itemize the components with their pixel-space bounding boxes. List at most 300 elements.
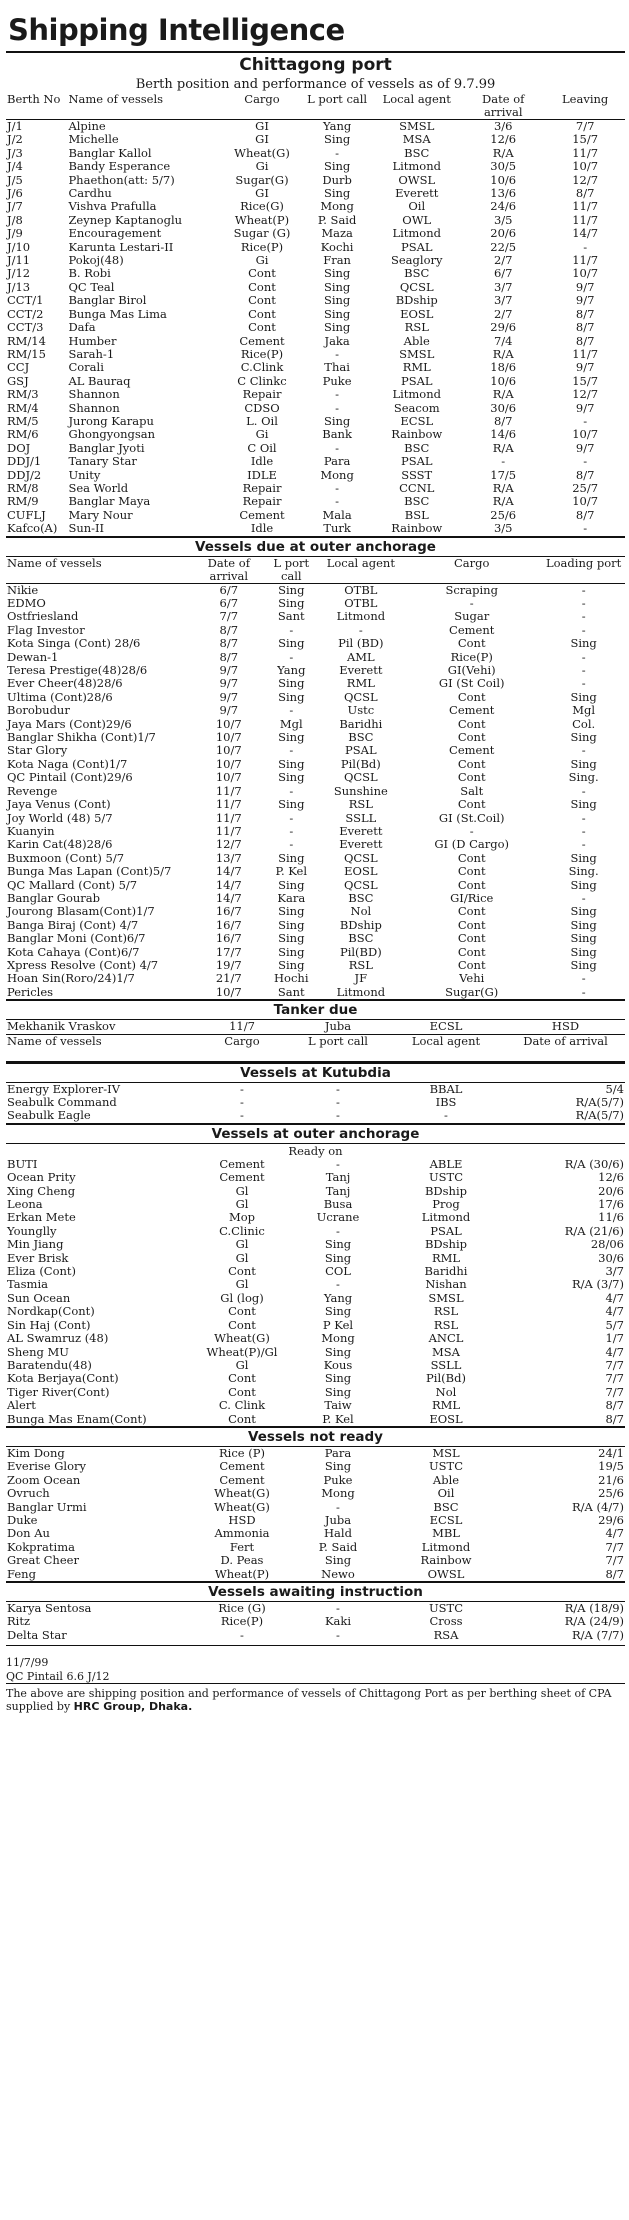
berth-row-cell: J/7 <box>7 200 23 214</box>
berth-row-cell: CCT/3 <box>7 321 44 335</box>
footer-company: HRC Group, Dhaka. <box>73 1700 193 1714</box>
berth-row-cell: J/2 <box>7 133 23 147</box>
berth-row-cell: J/11 <box>7 254 31 268</box>
berth-row-cell: Banglar Kallol <box>68 146 152 160</box>
outer-due-row-cell: 16/7 <box>215 905 242 919</box>
berth-row-cell: Rice(P) <box>240 240 284 254</box>
outer-row-cell: Gl <box>235 1278 249 1292</box>
not-ready-row-cell: Cement <box>219 1460 265 1474</box>
berth-row-cell: Cont <box>248 267 276 281</box>
berth-row-cell: Cement <box>239 508 285 522</box>
outer-row <box>6 1319 625 1332</box>
outer-row-cell: 4/7 <box>605 1345 624 1359</box>
berth-row-cell: 2/7 <box>493 307 513 321</box>
outer-due-row-cell: - <box>358 623 363 637</box>
outer-due-row-cell: 6/7 <box>219 597 239 610</box>
berth-row-cell: 15/7 <box>572 374 599 388</box>
outer-due-row-cell: Sing. <box>568 771 599 785</box>
berth-row-cell: R/A <box>492 388 514 402</box>
outer-due-row-cell: Dewan-1 <box>7 650 59 664</box>
kutubdia-row-cell: - <box>444 1109 448 1123</box>
outer-due-row-cell: Sing <box>278 945 305 959</box>
outer-row-cell: Cont <box>228 1318 256 1332</box>
outer-row-cell: Busa <box>323 1198 353 1212</box>
outer-due-row-cell: 8/7 <box>219 650 239 664</box>
not-ready-row <box>6 1447 625 1460</box>
berth-row-cell: Phaethon(att: 5/7) <box>68 173 175 187</box>
berth-row-cell: 10/7 <box>572 267 599 281</box>
lower-columns-header <box>6 1034 625 1062</box>
berth-row-cell: 9/7 <box>575 294 595 308</box>
outer-due-row-cell: OTBL <box>344 583 378 597</box>
outer-due-row-cell: Cont <box>457 731 486 745</box>
outer-due-row <box>6 852 625 865</box>
berth-row-cell: RM/6 <box>7 428 39 442</box>
outer-due-row <box>6 959 625 972</box>
berth-row-cell: R/A <box>492 146 514 160</box>
outer-due-row-cell: Pil(BD) <box>339 945 382 959</box>
outer-due-row-cell: PSAL <box>345 744 377 758</box>
outer-row-cell: 4/7 <box>605 1291 624 1305</box>
berth-row-cell: 8/7 <box>575 307 595 321</box>
not-ready-row-cell: P. Said <box>318 1540 358 1554</box>
not-ready-row-cell: Newo <box>321 1567 355 1581</box>
berth-row-cell: Sing <box>323 133 351 147</box>
berth-row-cell: 7/4 <box>493 334 513 348</box>
awaiting-row-cell: R/A (18/9) <box>564 1602 624 1615</box>
berth-row-cell: Mary Nour <box>68 508 133 522</box>
berth-row-cell: Sea World <box>68 481 129 495</box>
kutubdia-row <box>6 1083 625 1096</box>
outer-due-row-cell: Cont <box>457 932 486 946</box>
berth-row-cell: DOJ <box>7 441 31 455</box>
berth-row-cell: R/A <box>492 495 514 509</box>
berth-row-cell: Able <box>403 334 430 348</box>
berth-row-cell: 20/6 <box>490 227 517 241</box>
outer-due-row <box>6 892 625 905</box>
not-ready-table <box>6 1447 625 1581</box>
outer-due-row-cell: 8/7 <box>219 637 239 651</box>
outer-row-cell: C. Clink <box>218 1399 266 1413</box>
outer-due-row-cell: EDMO <box>7 597 46 610</box>
tanker-lport: Juba <box>324 1020 352 1034</box>
berth-row-cell: Rice(G) <box>240 200 284 214</box>
berth-row-cell: CDSO <box>244 401 280 415</box>
kutubdia-row-cell: BBAL <box>429 1082 463 1096</box>
berth-row-cell: RM/15 <box>7 347 46 361</box>
outer-due-row-cell: Buxmoon (Cont) 5/7 <box>7 851 125 865</box>
berth-row-cell: Wheat(P) <box>234 213 290 227</box>
berth-row-cell: 9/7 <box>575 441 595 455</box>
outer-due-row <box>6 583 625 597</box>
outer-row-cell: Gl (log) <box>220 1291 264 1305</box>
outer-row-cell: Litmond <box>421 1211 471 1225</box>
footer-date: 11/7/99 <box>6 1656 49 1670</box>
outer-due-row-cell: Cont <box>457 771 486 785</box>
outer-due-row-cell: - <box>581 610 586 624</box>
berth-row-cell: - <box>583 522 588 536</box>
outer-due-row-cell: 10/7 <box>215 771 242 785</box>
outer-due-row <box>6 825 625 838</box>
berth-row-cell: C Clinkc <box>237 374 287 388</box>
section-awaiting: Vessels awaiting instruction <box>6 1581 625 1602</box>
berth-row-cell: AL Bauraq <box>68 374 131 388</box>
outer-due-row-cell: Pericles <box>7 985 54 999</box>
berth-row <box>6 294 625 307</box>
outer-row-cell: Cont <box>228 1385 256 1399</box>
outer-due-row-cell: Cont <box>457 865 486 879</box>
berth-row-cell: DDJ/2 <box>7 468 42 482</box>
not-ready-row-cell: Banglar Urmi <box>7 1500 87 1514</box>
berth-row-cell: Oil <box>408 200 426 214</box>
berth-row-cell: Dafa <box>68 321 96 335</box>
awaiting-row <box>6 1602 625 1615</box>
awaiting-row-cell: Kaki <box>324 1615 352 1629</box>
berth-row-cell: Jaka <box>324 334 350 348</box>
outer-due-row-cell: - <box>581 623 586 637</box>
berth-row-cell: P. Said <box>317 213 357 227</box>
outer-due-row-cell: AML <box>346 650 375 664</box>
not-ready-row <box>6 1474 625 1487</box>
berth-row <box>6 402 625 415</box>
not-ready-row-cell: HSD <box>228 1513 256 1527</box>
outer-due-row-cell: P. Kel <box>275 865 308 879</box>
outer-row-cell: Prog <box>432 1198 460 1212</box>
outer-row-cell: Tanj <box>325 1184 351 1198</box>
outer-due-row-cell: GI (D Cargo) <box>434 838 510 852</box>
berth-row-cell: Seaglory <box>391 254 443 268</box>
berth-row-cell: Sarah-1 <box>68 347 115 361</box>
outer-due-row-cell: Sing <box>570 690 597 704</box>
berth-row-cell: - <box>335 146 340 160</box>
berth-row-cell: Sing <box>323 267 351 281</box>
col-arrival: Date of arrival <box>207 556 250 583</box>
outer-row-cell: P Kel <box>322 1318 354 1332</box>
berth-row-cell: BSC <box>404 495 430 509</box>
awaiting-row-cell: - <box>240 1628 244 1642</box>
outer-due-row-cell: Sing <box>570 918 597 932</box>
berth-row <box>6 227 625 240</box>
berth-row-cell: PSAL <box>400 455 433 469</box>
outer-due-row-cell: 7/7 <box>219 610 239 624</box>
col-vessel: Name of vessels <box>7 556 102 570</box>
outer-row-cell: Erkan Mete <box>7 1211 76 1225</box>
outer-due-row-cell: Mgl <box>279 717 303 731</box>
outer-row <box>6 1346 625 1359</box>
berth-row-cell: 10/7 <box>572 428 599 442</box>
outer-row-cell: Nol <box>435 1385 457 1399</box>
outer-due-row-cell: Vehi <box>459 972 485 986</box>
outer-due-row-cell: 10/7 <box>215 731 242 745</box>
outer-due-row-cell: QCSL <box>343 878 378 892</box>
berth-row <box>6 415 625 428</box>
outer-due-row-cell: Sing <box>570 731 597 745</box>
berth-row-cell: Turk <box>323 522 351 536</box>
outer-due-row-cell: QCSL <box>343 851 378 865</box>
not-ready-row-cell: Ammonia <box>214 1527 270 1541</box>
outer-due-row-cell: Sing <box>278 731 305 745</box>
berth-row-cell: 29/6 <box>490 321 517 335</box>
berth-row <box>6 254 625 267</box>
berth-row-cell: 9/7 <box>575 361 595 375</box>
berth-row-cell: 8/7 <box>575 508 595 522</box>
berth-row <box>6 442 625 455</box>
berth-row-cell: Sing <box>323 160 351 174</box>
berth-row-cell: SSST <box>401 468 433 482</box>
not-ready-row-cell: 29/6 <box>598 1513 624 1527</box>
berth-row <box>6 428 625 441</box>
outer-row-cell: Baridhi <box>424 1265 468 1279</box>
berth-row-cell: RM/8 <box>7 481 39 495</box>
outer-due-row-cell: Baridhi <box>339 717 383 731</box>
outer-due-row-cell: Mgl <box>572 704 596 718</box>
not-ready-row-cell: Wheat(G) <box>214 1487 270 1501</box>
outer-row-cell: 5/7 <box>605 1318 624 1332</box>
outer-row-cell: 20/6 <box>598 1184 624 1198</box>
col-agent: Local agent <box>326 556 395 570</box>
outer-due-row-cell: - <box>581 824 586 838</box>
outer-due-row-cell: 10/7 <box>215 717 242 731</box>
berth-row-cell: 10/7 <box>572 160 599 174</box>
berth-row <box>6 187 625 200</box>
outer-due-row-cell: Xpress Resolve (Cont) 4/7 <box>7 958 159 972</box>
kutubdia-row <box>6 1096 625 1109</box>
outer-row <box>6 1198 625 1211</box>
berth-row <box>6 455 625 468</box>
outer-due-row-cell: BSC <box>348 731 374 745</box>
outer-due-row-cell: Teresa Prestige(48)28/6 <box>7 664 148 678</box>
tanker-row <box>6 1020 625 1033</box>
outer-due-row-cell: Nol <box>350 905 372 919</box>
col-cargo: Cargo <box>244 93 280 106</box>
berth-header <box>6 93 625 120</box>
subtitle: Berth position and performance of vessels as of 9.7.99 <box>135 77 496 92</box>
berth-row-cell: - <box>335 388 340 402</box>
col-leaving: Leaving <box>562 93 609 106</box>
outer-due-row <box>6 664 625 677</box>
not-ready-row-cell: MSL <box>432 1446 460 1460</box>
outer-due-row-cell: - <box>469 824 474 838</box>
outer-row <box>6 1158 625 1171</box>
berth-row-cell: RM/4 <box>7 401 39 415</box>
berth-row-cell: BSC <box>404 441 430 455</box>
outer-row-cell: EOSL <box>429 1412 463 1426</box>
berth-row-cell: 30/5 <box>490 160 517 174</box>
berth-row-cell: PSAL <box>400 374 433 388</box>
outer-due-row-cell: Kota Cahaya (Cont)6/7 <box>7 945 140 959</box>
outer-due-row-cell: - <box>581 744 586 758</box>
outer-due-row-cell: - <box>581 891 586 905</box>
outer-due-row-cell: Sing <box>278 878 305 892</box>
berth-row <box>6 348 625 361</box>
not-ready-row <box>6 1568 625 1581</box>
section-not-ready: Vessels not ready <box>6 1426 625 1447</box>
outer-due-row-cell: 9/7 <box>219 690 239 704</box>
outer-row-cell: - <box>336 1278 340 1292</box>
berth-row-cell: 3/7 <box>493 280 513 294</box>
outer-row-cell: Kota Berjaya(Cont) <box>7 1372 119 1386</box>
not-ready-row-cell: Hald <box>324 1527 352 1541</box>
outer-row-cell: RSL <box>433 1318 459 1332</box>
berth-row-cell: - <box>501 455 506 469</box>
berth-row-cell: Bunga Mas Lima <box>68 307 167 321</box>
outer-row-cell: RSL <box>433 1305 459 1319</box>
outer-due-row-cell: - <box>289 784 294 798</box>
col-loading: Loading port <box>545 556 622 570</box>
outer-due-row-cell: - <box>581 677 586 691</box>
berth-row <box>6 241 625 254</box>
berth-row-cell: 7/7 <box>575 119 595 133</box>
outer-due-row-cell: Flag Investor <box>7 623 85 637</box>
outer-due-row-cell: Yang <box>277 664 306 678</box>
berth-row-cell: 12/7 <box>572 173 599 187</box>
outer-due-header <box>6 557 625 584</box>
berth-row-cell: 8/7 <box>575 468 595 482</box>
section-outer-anchorage: Vessels at outer anchorage <box>6 1123 625 1144</box>
not-ready-row-cell: 24/1 <box>598 1446 624 1460</box>
outer-row-cell: Nishan <box>425 1278 467 1292</box>
berth-row-cell: Sing <box>323 414 351 428</box>
berth-row <box>6 160 625 173</box>
kutubdia-row <box>6 1109 625 1122</box>
berth-row-cell: 14/6 <box>490 428 517 442</box>
outer-due-row-cell: - <box>581 583 586 597</box>
col-cargo: Cargo <box>224 1034 260 1048</box>
berth-row-cell: 8/7 <box>575 321 595 335</box>
berth-row-cell: 10/7 <box>572 495 599 509</box>
outer-row <box>6 1278 625 1291</box>
section-tanker: Tanker due <box>6 999 625 1020</box>
outer-row-cell: 1/7 <box>605 1332 624 1346</box>
outer-due-row-cell: Sing. <box>568 865 599 879</box>
awaiting-row-cell: - <box>336 1628 340 1642</box>
col-agent: Local agent <box>382 93 451 106</box>
awaiting-row-cell: Delta Star <box>7 1628 67 1642</box>
outer-due-row-cell: - <box>289 623 294 637</box>
not-ready-row-cell: Litmond <box>421 1540 471 1554</box>
kutubdia-row-cell: Energy Explorer-IV <box>7 1082 120 1096</box>
berth-row-cell: MSA <box>402 133 431 147</box>
outer-due-row-cell: RML <box>346 677 375 691</box>
outer-due-row-cell: Sing <box>278 757 305 771</box>
outer-due-row-cell: Hoan Sin(Roro/24)1/7 <box>7 972 135 986</box>
outer-due-row-cell: Jourong Blasam(Cont)1/7 <box>7 905 155 919</box>
not-ready-row-cell: Sing <box>324 1554 352 1568</box>
outer-due-row-cell: Sing <box>278 851 305 865</box>
outer-due-row-cell: - <box>289 744 294 758</box>
outer-due-row <box>6 691 625 704</box>
not-ready-row-cell: USTC <box>428 1460 464 1474</box>
berth-row-cell: R/A <box>492 481 514 495</box>
berth-row-cell: 13/6 <box>490 187 517 201</box>
not-ready-row-cell: Mong <box>321 1487 355 1501</box>
outer-due-row-cell: Sant <box>277 610 305 624</box>
outer-due-row-cell: 10/7 <box>215 757 242 771</box>
berth-row-cell: 6/7 <box>493 267 513 281</box>
berth-row-cell: Gi <box>255 428 269 442</box>
outer-row-cell: 3/7 <box>605 1265 624 1279</box>
berth-row-cell: Seacom <box>393 401 440 415</box>
berth-row-cell: Para <box>323 455 351 469</box>
outer-row-cell: 11/6 <box>598 1211 624 1225</box>
outer-due-row <box>6 610 625 623</box>
berth-row <box>6 174 625 187</box>
berth-row-cell: Repair <box>242 481 282 495</box>
not-ready-row-cell: Oil <box>437 1487 455 1501</box>
berth-row-cell: Corali <box>68 361 104 375</box>
berth-row-cell: Karunta Lestari-II <box>68 240 174 254</box>
berth-row-cell: Cardhu <box>68 187 112 201</box>
outer-row <box>6 1252 625 1265</box>
outer-due-row-cell: Cont <box>457 690 486 704</box>
kutubdia-row-cell: - <box>336 1082 340 1096</box>
berth-row-cell: OWSL <box>398 173 436 187</box>
outer-row-cell: Sing <box>324 1251 352 1265</box>
col-cargo: Cargo <box>453 556 490 570</box>
berth-row-cell: IDLE <box>247 468 277 482</box>
outer-due-row-cell: Ostfriesland <box>7 610 79 624</box>
kutubdia-table <box>6 1083 625 1123</box>
berth-row-cell: Humber <box>68 334 117 348</box>
berth-row-cell: Mong <box>320 468 354 482</box>
not-ready-row-cell: 19/5 <box>598 1460 624 1474</box>
berth-row-cell: 14/7 <box>572 227 599 241</box>
berth-row-cell: - <box>335 441 340 455</box>
not-ready-row <box>6 1541 625 1554</box>
outer-due-row-cell: Sing <box>570 905 597 919</box>
outer-due-row-cell: Sing <box>570 878 597 892</box>
not-ready-row-cell: Able <box>432 1473 460 1487</box>
berth-row-cell: Unity <box>68 468 101 482</box>
berth-row-cell: GI <box>255 133 269 147</box>
outer-row-cell: 12/6 <box>598 1171 624 1185</box>
outer-due-row <box>6 651 625 664</box>
outer-due-row-cell: QC Pintail (Cont)29/6 <box>7 771 133 785</box>
outer-due-row-cell: RSL <box>348 958 373 972</box>
outer-row <box>6 1225 625 1238</box>
outer-due-table <box>6 557 625 1000</box>
awaiting-row-cell: Rice(P) <box>220 1615 264 1629</box>
berth-row-cell: Cont <box>248 280 276 294</box>
outer-due-row-cell: Litmond <box>336 610 386 624</box>
berth-row-cell: Puke <box>322 374 352 388</box>
not-ready-row-cell: Kim Dong <box>7 1446 65 1460</box>
outer-due-row-cell: Borobudur <box>7 704 70 718</box>
berth-row-cell: 11/7 <box>572 254 599 268</box>
outer-due-row-cell: Sing <box>278 583 305 597</box>
outer-due-row-cell: Ultima (Cont)28/6 <box>7 690 113 704</box>
outer-due-row-cell: Nikie <box>7 583 39 597</box>
outer-row-cell: ABLE <box>429 1157 463 1171</box>
berth-row-cell: Banglar Birol <box>68 294 147 308</box>
outer-row-cell: BUTI <box>7 1157 38 1171</box>
outer-due-row-cell: JF <box>354 972 368 986</box>
berth-row-cell: Sun-II <box>68 522 105 536</box>
outer-due-row-cell: Star Glory <box>7 744 68 758</box>
tanker-arrival: 11/7 <box>229 1020 255 1034</box>
berth-row-cell: PSAL <box>400 240 433 254</box>
outer-row-cell: COL <box>325 1265 351 1279</box>
berth-row-cell: - <box>583 414 588 428</box>
berth-row-cell: ECSL <box>400 414 434 428</box>
outer-due-row-cell: Sing <box>278 771 305 785</box>
berth-row-cell: 11/7 <box>572 146 599 160</box>
outer-due-row <box>6 704 625 717</box>
berth-row-cell: 11/7 <box>572 200 599 214</box>
berth-row-cell: 2/7 <box>493 254 513 268</box>
outer-row-cell: R/A (3/7) <box>572 1278 624 1292</box>
berth-row-cell: - <box>583 240 588 254</box>
